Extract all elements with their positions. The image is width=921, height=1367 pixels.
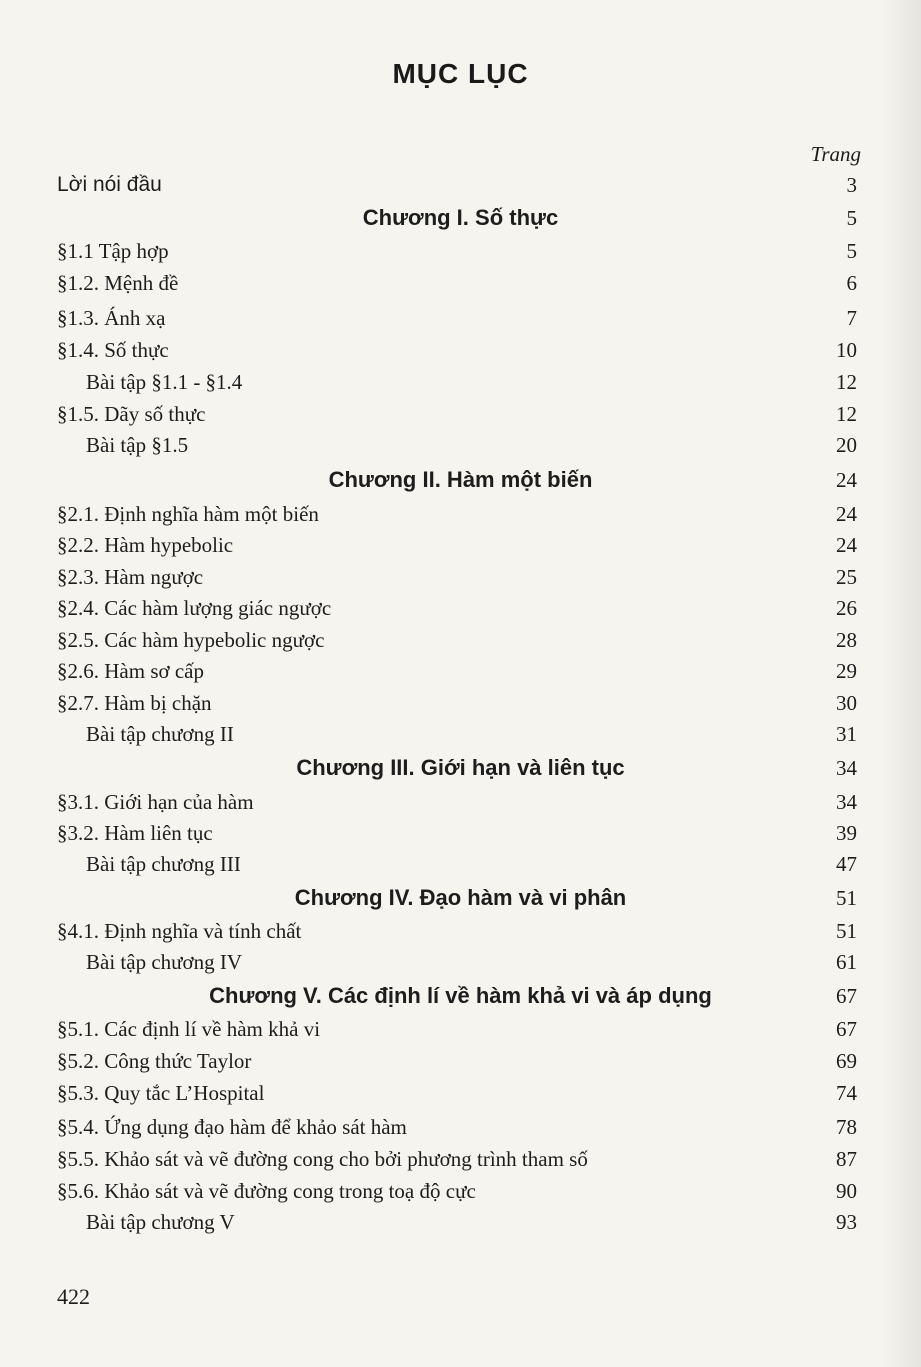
page-column-label: Trang [810,142,861,166]
toc-entry-page: 5 [846,238,857,263]
toc-entry-page: 30 [836,690,857,715]
toc-entry-chapter [0,883,921,913]
toc-entry-section [0,818,921,848]
toc-entry-section [0,499,921,529]
toc-entry-label: Chương III. Giới hạn và liên tục [296,755,625,780]
toc-entry-section [0,530,921,560]
toc-entry-page: 67 [836,1016,857,1041]
toc-entry-label: §1.2. Mệnh đề [57,270,179,295]
toc-entry-page: 93 [836,1209,857,1234]
toc-entry-page: 29 [836,658,857,683]
toc-entry-section [0,399,921,429]
toc-entry-page: 69 [836,1048,857,1073]
toc-entry-label: §2.5. Các hàm hypebolic ngược [57,627,325,652]
toc-entry-section [0,1144,921,1174]
toc-entry-section [0,562,921,592]
toc-entry-label: Bài tập chương III [86,851,241,876]
toc-entry-label: §5.6. Khảo sát và vẽ đường cong trong toạ độ cực [57,1178,476,1203]
toc-entry-exercise [0,947,921,977]
toc-entry-label: §3.2. Hàm liên tục [57,820,213,845]
toc-entry-page: 10 [836,337,857,362]
toc-entry-label: §3.1. Giới hạn của hàm [57,789,254,814]
toc-entry-section [0,236,921,266]
toc-entry-section [0,1078,921,1108]
toc-entry-page: 31 [836,721,857,746]
toc-entry-page: 47 [836,851,857,876]
toc-entry-label: §1.3. Ánh xạ [57,305,166,330]
footer-page-number: 422 [57,1284,90,1309]
toc-entry-label: §5.3. Quy tắc L’Hospital [57,1080,265,1105]
toc-entry-section [0,1046,921,1076]
toc-entry-section [0,656,921,686]
toc-entry-label: §1.5. Dãy số thực [57,401,206,426]
toc-entry-label: §2.3. Hàm ngược [57,564,204,589]
toc-entry-label: Bài tập chương IV [86,949,243,974]
toc-entry-page: 12 [836,401,857,426]
toc-entry-label: §5.5. Khảo sát và vẽ đường cong cho bởi phương trình tham số [57,1146,588,1171]
toc-entry-page: 90 [836,1178,857,1203]
toc-entry-page: 28 [836,627,857,652]
toc-entry-page: 39 [836,820,857,845]
toc-entry-label: §1.4. Số thực [57,337,169,362]
toc-entry-page: 67 [836,983,857,1008]
toc-entry-chapter [0,753,921,783]
toc-entry-label: §2.1. Định nghĩa hàm một biến [57,501,319,526]
toc-entry-page: 24 [836,501,857,526]
toc-entry-label: §2.6. Hàm sơ cấp [57,658,204,683]
toc-entry-page: 34 [836,755,857,780]
toc-entry-section [0,1112,921,1142]
toc-entry-section [0,625,921,655]
toc-entry-page: 7 [846,305,857,330]
toc-entry-exercise [0,430,921,460]
toc-entry-label: §5.4. Ứng dụng đạo hàm để khảo sát hàm [57,1114,407,1139]
toc-entry-page: 6 [846,270,857,295]
toc-entry-exercise [0,849,921,879]
toc-entry-page: 26 [836,595,857,620]
toc-entry-page: 51 [836,885,857,910]
toc-entry-section [0,1014,921,1044]
toc-entry-chapter [0,465,921,495]
toc-entry-page: 24 [836,467,857,492]
toc-entry-page: 34 [836,789,857,814]
toc-entry-label: §1.1 Tập hợp [57,238,169,263]
toc-entry-label: Chương II. Hàm một biến [328,467,593,492]
toc-entry-page: 20 [836,432,857,457]
toc-entry-page: 12 [836,369,857,394]
toc-entry-label: §2.4. Các hàm lượng giác ngược [57,595,332,620]
toc-entry-label: §5.1. Các định lí về hàm khả vi [57,1016,321,1041]
toc-entry-section [0,268,921,298]
toc-entry-section [0,1176,921,1206]
toc-entry-page: 61 [836,949,857,974]
toc-entry-page: 78 [836,1114,857,1139]
toc-entry-section [0,303,921,333]
toc-entry-label: Lời nói đầu [57,173,162,196]
toc-entry-label: §5.2. Công thức Taylor [57,1048,252,1073]
toc-entry-label: Bài tập §1.1 - §1.4 [86,369,243,394]
toc-entry-label: §4.1. Định nghĩa và tính chất [57,918,302,943]
toc-entry-page: 24 [836,532,857,557]
toc-entry-label: Chương I. Số thực [362,205,559,230]
toc-entry-exercise [0,1207,921,1237]
toc-entry-exercise [0,367,921,397]
toc-entry-label: Bài tập chương II [86,721,234,746]
toc-entry-section [0,593,921,623]
toc-entry-exercise [0,719,921,749]
toc-entry-label: Chương V. Các định lí về hàm khả vi và áp dụng [209,983,712,1008]
toc-entry-label: Bài tập chương V [86,1209,235,1234]
toc-entry-page: 5 [846,205,857,230]
toc-entry-page: 3 [846,172,857,197]
toc-entry-page: 51 [836,918,857,943]
toc-entry-section [0,688,921,718]
toc-entry-section [0,787,921,817]
toc-entry-chapter [0,981,921,1011]
toc-entry-page: 25 [836,564,857,589]
toc-entry-page: 74 [836,1080,857,1105]
toc-entry-section [0,335,921,365]
toc-entry-label: §2.7. Hàm bị chặn [57,690,212,715]
page-title: MỤC LỤC [392,58,529,89]
toc-entry-intro [0,170,921,200]
toc-entry-label: Bài tập §1.5 [86,432,189,457]
toc-entry-section [0,916,921,946]
toc-entry-chapter [0,203,921,233]
toc-entry-page: 87 [836,1146,857,1171]
toc-entry-label: §2.2. Hàm hypebolic [57,532,234,557]
toc-entry-label: Chương IV. Đạo hàm và vi phân [294,885,627,910]
